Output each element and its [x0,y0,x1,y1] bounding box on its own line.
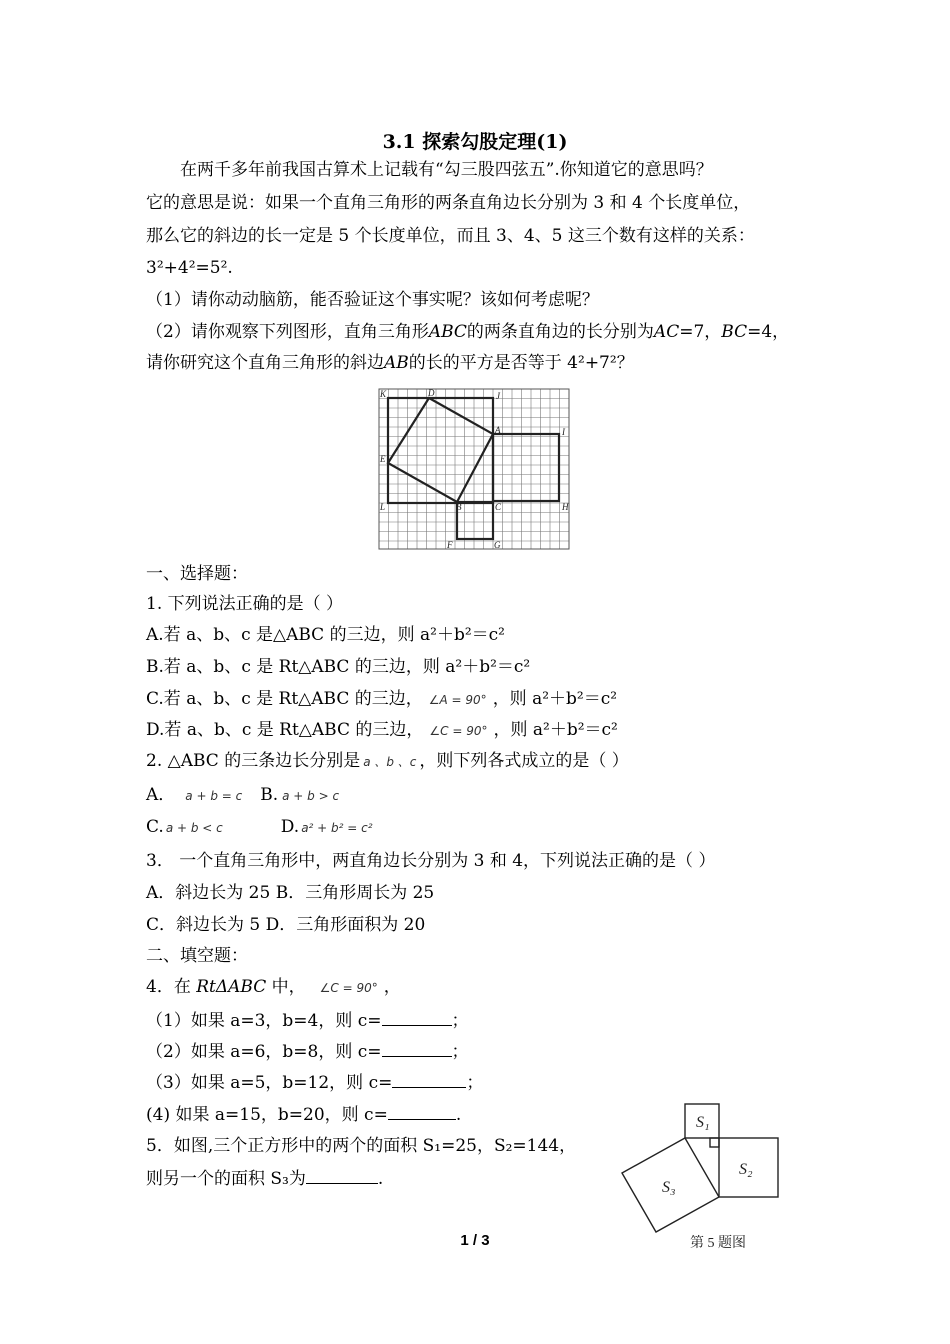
grid-figure [376,386,572,552]
answer-blank[interactable] [382,1040,452,1057]
label-g: G [494,540,501,550]
right-angle-mark [710,1138,719,1147]
problem-4-part-4: (4) 如果 a=15，b=20，则 c= . [146,1105,462,1125]
answer-blank[interactable] [392,1071,466,1088]
question-2-line-1: （2）请你观察下列图形，直角三角形ABC的两条直角边的长分别为AC=7，BC=4， [146,322,790,342]
answer-blank[interactable] [382,1009,452,1026]
problem-1-option-a: A.若 a、b、c 是△ABC 的三边，则 a²＋b²＝c² [146,625,505,645]
label-s3: S₃ [662,1179,676,1196]
square-on-hypotenuse [388,398,493,503]
problem-3-options-cd: C．斜边长为 5 D．三角形面积为 20 [146,915,426,935]
label-i: I [562,427,565,437]
problem-1-stem: 1. 下列说法正确的是（ ） [146,594,344,614]
label-f: F [447,540,453,550]
label-h: H [562,502,569,512]
question-2-line-2: 请你研究这个直角三角形的斜边AB的长的平方是否等于 4²+7²？ [146,353,634,373]
tilted-square [388,398,493,502]
intro-line-1: 在两千多年前我国古算术上记载有“勾三股四弦五”.你知道它的意思吗？ [180,160,713,180]
problem-1-option-b: B.若 a、b、c 是 Rt△ABC 的三边，则 a²＋b²＝c² [146,657,531,677]
answer-blank[interactable] [388,1103,456,1120]
label-b: B [456,502,462,512]
question-1: （1）请你动动脑筋，能否验证这个事实呢？该如何考虑呢？ [146,290,599,310]
label-s2: S₂ [739,1161,753,1178]
label-l: L [380,502,386,512]
label-k: K [380,389,387,399]
label-c: C [495,502,502,512]
problem-4-part-2: （2）如果 a=6，b=8，则 c= ； [146,1042,469,1062]
square-bc [457,502,493,539]
square-ac [493,434,559,501]
figure-5-caption: 第 5 题图 [690,1236,746,1251]
page-title: 3.1 探索勾股定理(1) [382,131,568,153]
intro-line-3: 那么它的斜边的长一定是 5 个长度单位，而且 3、4、5 这三个数有这样的关系： [146,226,755,246]
section-choice: 一、选择题： [146,564,248,584]
problem-2-stem: 2. △ABC 的三条边长分别是 a 、b 、c ，则下列各式成立的是（ ） [146,751,629,771]
problem-3-stem: 3． 一个直角三角形中，两直角边长分别为 3 和 4，下列说法正确的是（ ） [146,851,716,871]
problem-4-part-1: （1）如果 a=3，b=4，则 c= ； [146,1011,469,1031]
problem-4-part-3: （3）如果 a=5，b=12，则 c= ； [146,1073,484,1093]
problem-3-options-ab: A．斜边长为 25 B．三角形周长为 25 [146,883,435,903]
label-j: J [496,391,500,401]
problem-5-line-1: 5．如图,三个正方形中的两个的面积 S₁=25，S₂=144， [146,1136,577,1156]
answer-blank[interactable] [306,1167,378,1184]
problem-4-stem: 4．在 RtΔABC 中， ∠C = 90° ， [146,977,401,997]
section-fill: 二、填空题： [146,946,248,966]
page-number: 1 / 3 [460,1232,490,1249]
label-d: D [428,388,435,398]
label-a: A [495,425,501,435]
problem-1-option-c: C.若 a、b、c 是 Rt△ABC 的三边， ∠A = 90° ，则 a²＋b²＝c² [146,689,618,709]
label-e: E [380,454,386,464]
label-s1: S₁ [696,1114,710,1131]
problem-5-line-2: 则另一个的面积 S₃为 . [146,1169,384,1189]
intro-equation: 3²+4²=5². [146,258,233,278]
problem-2-options-cd: C. a + b < c D. a² + b² = c² [146,817,373,837]
intro-line-2: 它的意思是说：如果一个直角三角形的两条直角边长分别为 3 和 4 个长度单位， [146,193,751,213]
problem-1-option-d: D.若 a、b、c 是 Rt△ABC 的三边， ∠C = 90° ，则 a²＋b²＝c² [146,720,618,740]
problem-2-options-ab: A． a + b = c B. a + b > c [146,785,340,805]
